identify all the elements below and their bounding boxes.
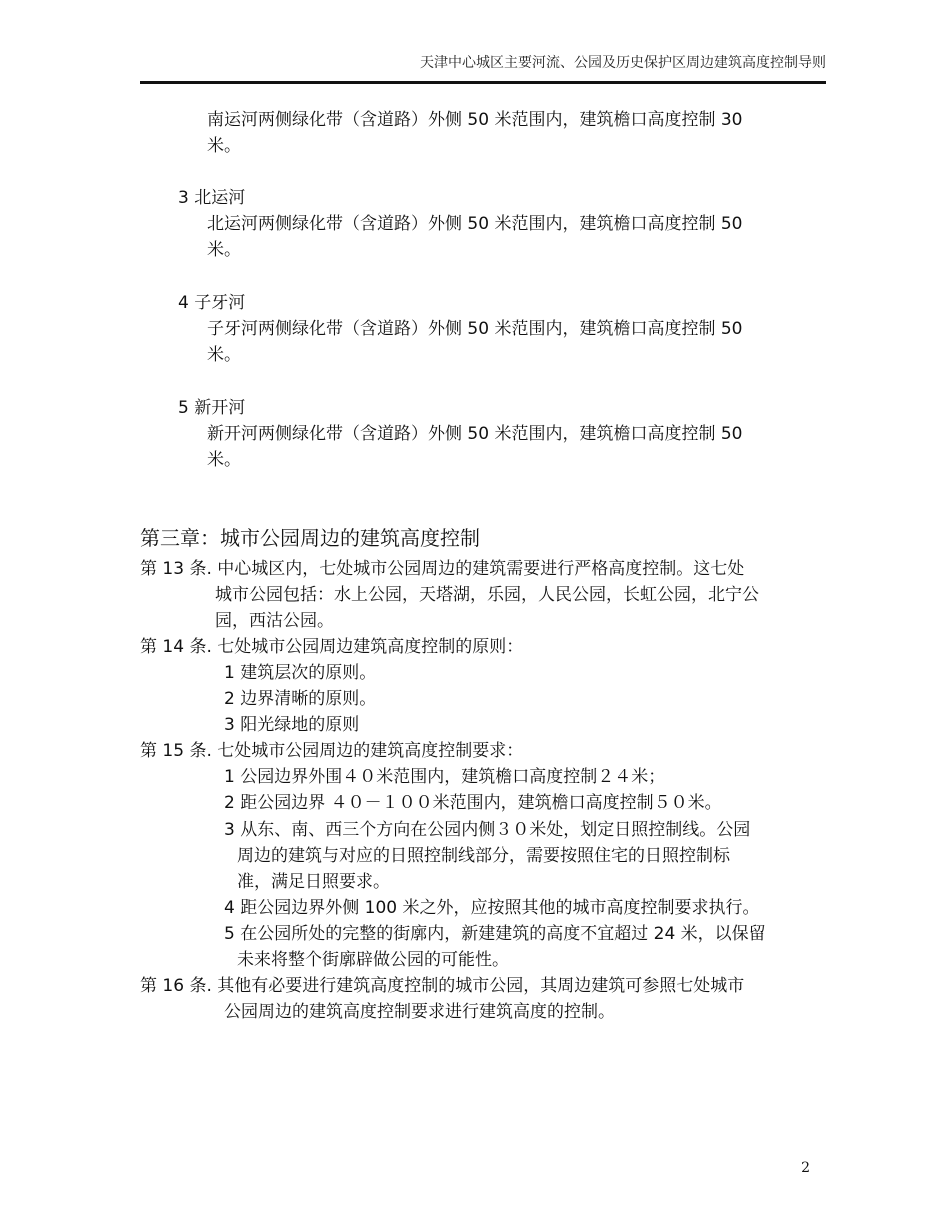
article-16-line-2: 公园周边的建筑高度控制要求进行建筑高度的控制。 [224,1002,615,1022]
article-15-item-4: 4 距公园边界外侧 100 米之外，应按照其他的城市高度控制要求执行。 [224,898,760,918]
ziya-river-text-line-2: 米。 [207,345,241,365]
article-15-item-3-line-2: 周边的建筑与对应的日照控制线部分，需要按照住宅的日照控制标 [237,846,730,866]
article-15-item-5-line-1: 5 在公园所处的完整的街廓内，新建建筑的高度不宜超过 24 米，以保留 [224,924,766,944]
south-canal-text-line-1: 南运河两侧绿化带（含道路）外侧 50 米范围内，建筑檐口高度控制 30 [207,110,743,130]
xinkai-river-heading: 5 新开河 [178,398,246,418]
article-16-line-1: 第 16 条. 其他有必要进行建筑高度控制的城市公园，其周边建筑可参照七处城市 [140,976,745,996]
article-13-line-1: 第 13 条. 中心城区内，七处城市公园周边的建筑需要进行严格高度控制。这七处 [140,559,745,579]
north-canal-text-line-2: 米。 [207,240,241,260]
ziya-river-heading: 4 子牙河 [178,293,246,313]
header-rule [140,81,826,84]
chapter-3-title: 第三章：城市公园周边的建筑高度控制 [140,526,480,550]
article-13-line-2: 城市公园包括：水上公园，天塔湖，乐园，人民公园，长虹公园，北宁公 [215,585,759,605]
south-canal-text-line-2: 米。 [207,136,241,156]
article-14-item: 3 阳光绿地的原则 [224,715,360,735]
page-number: 2 [801,1160,810,1176]
north-canal-heading: 3 北运河 [178,188,246,208]
article-15-item-1: 1 公园边界外围４０米范围内，建筑檐口高度控制２４米； [224,767,666,787]
article-14-title: 第 14 条. 七处城市公园周边建筑高度控制的原则： [140,637,524,657]
article-14-item: 1 建筑层次的原则。 [224,663,377,683]
ziya-river-text-line-1: 子牙河两侧绿化带（含道路）外侧 50 米范围内，建筑檐口高度控制 50 [207,319,743,339]
article-15-item-3-line-1: 3 从东、南、西三个方向在公园内侧３０米处，划定日照控制线。公园 [224,820,751,840]
article-13-line-3: 园，西沽公园。 [215,611,334,631]
article-15-item-2: 2 距公园边界 ４０－１００米范围内，建筑檐口高度控制５０米。 [224,793,722,813]
article-15-item-5-line-2: 未来将整个街廓辟做公园的可能性。 [237,950,509,970]
article-15-title: 第 15 条. 七处城市公园周边的建筑高度控制要求： [140,741,524,761]
article-14-item: 2 边界清晰的原则。 [224,689,377,709]
north-canal-text-line-1: 北运河两侧绿化带（含道路）外侧 50 米范围内，建筑檐口高度控制 50 [207,214,743,234]
article-15-item-3-line-3: 准，满足日照要求。 [237,872,390,892]
xinkai-river-text-line-2: 米。 [207,450,241,470]
xinkai-river-text-line-1: 新开河两侧绿化带（含道路）外侧 50 米范围内，建筑檐口高度控制 50 [207,424,743,444]
running-header: 天津中心城区主要河流、公园及历史保护区周边建筑高度控制导则 [420,55,826,71]
